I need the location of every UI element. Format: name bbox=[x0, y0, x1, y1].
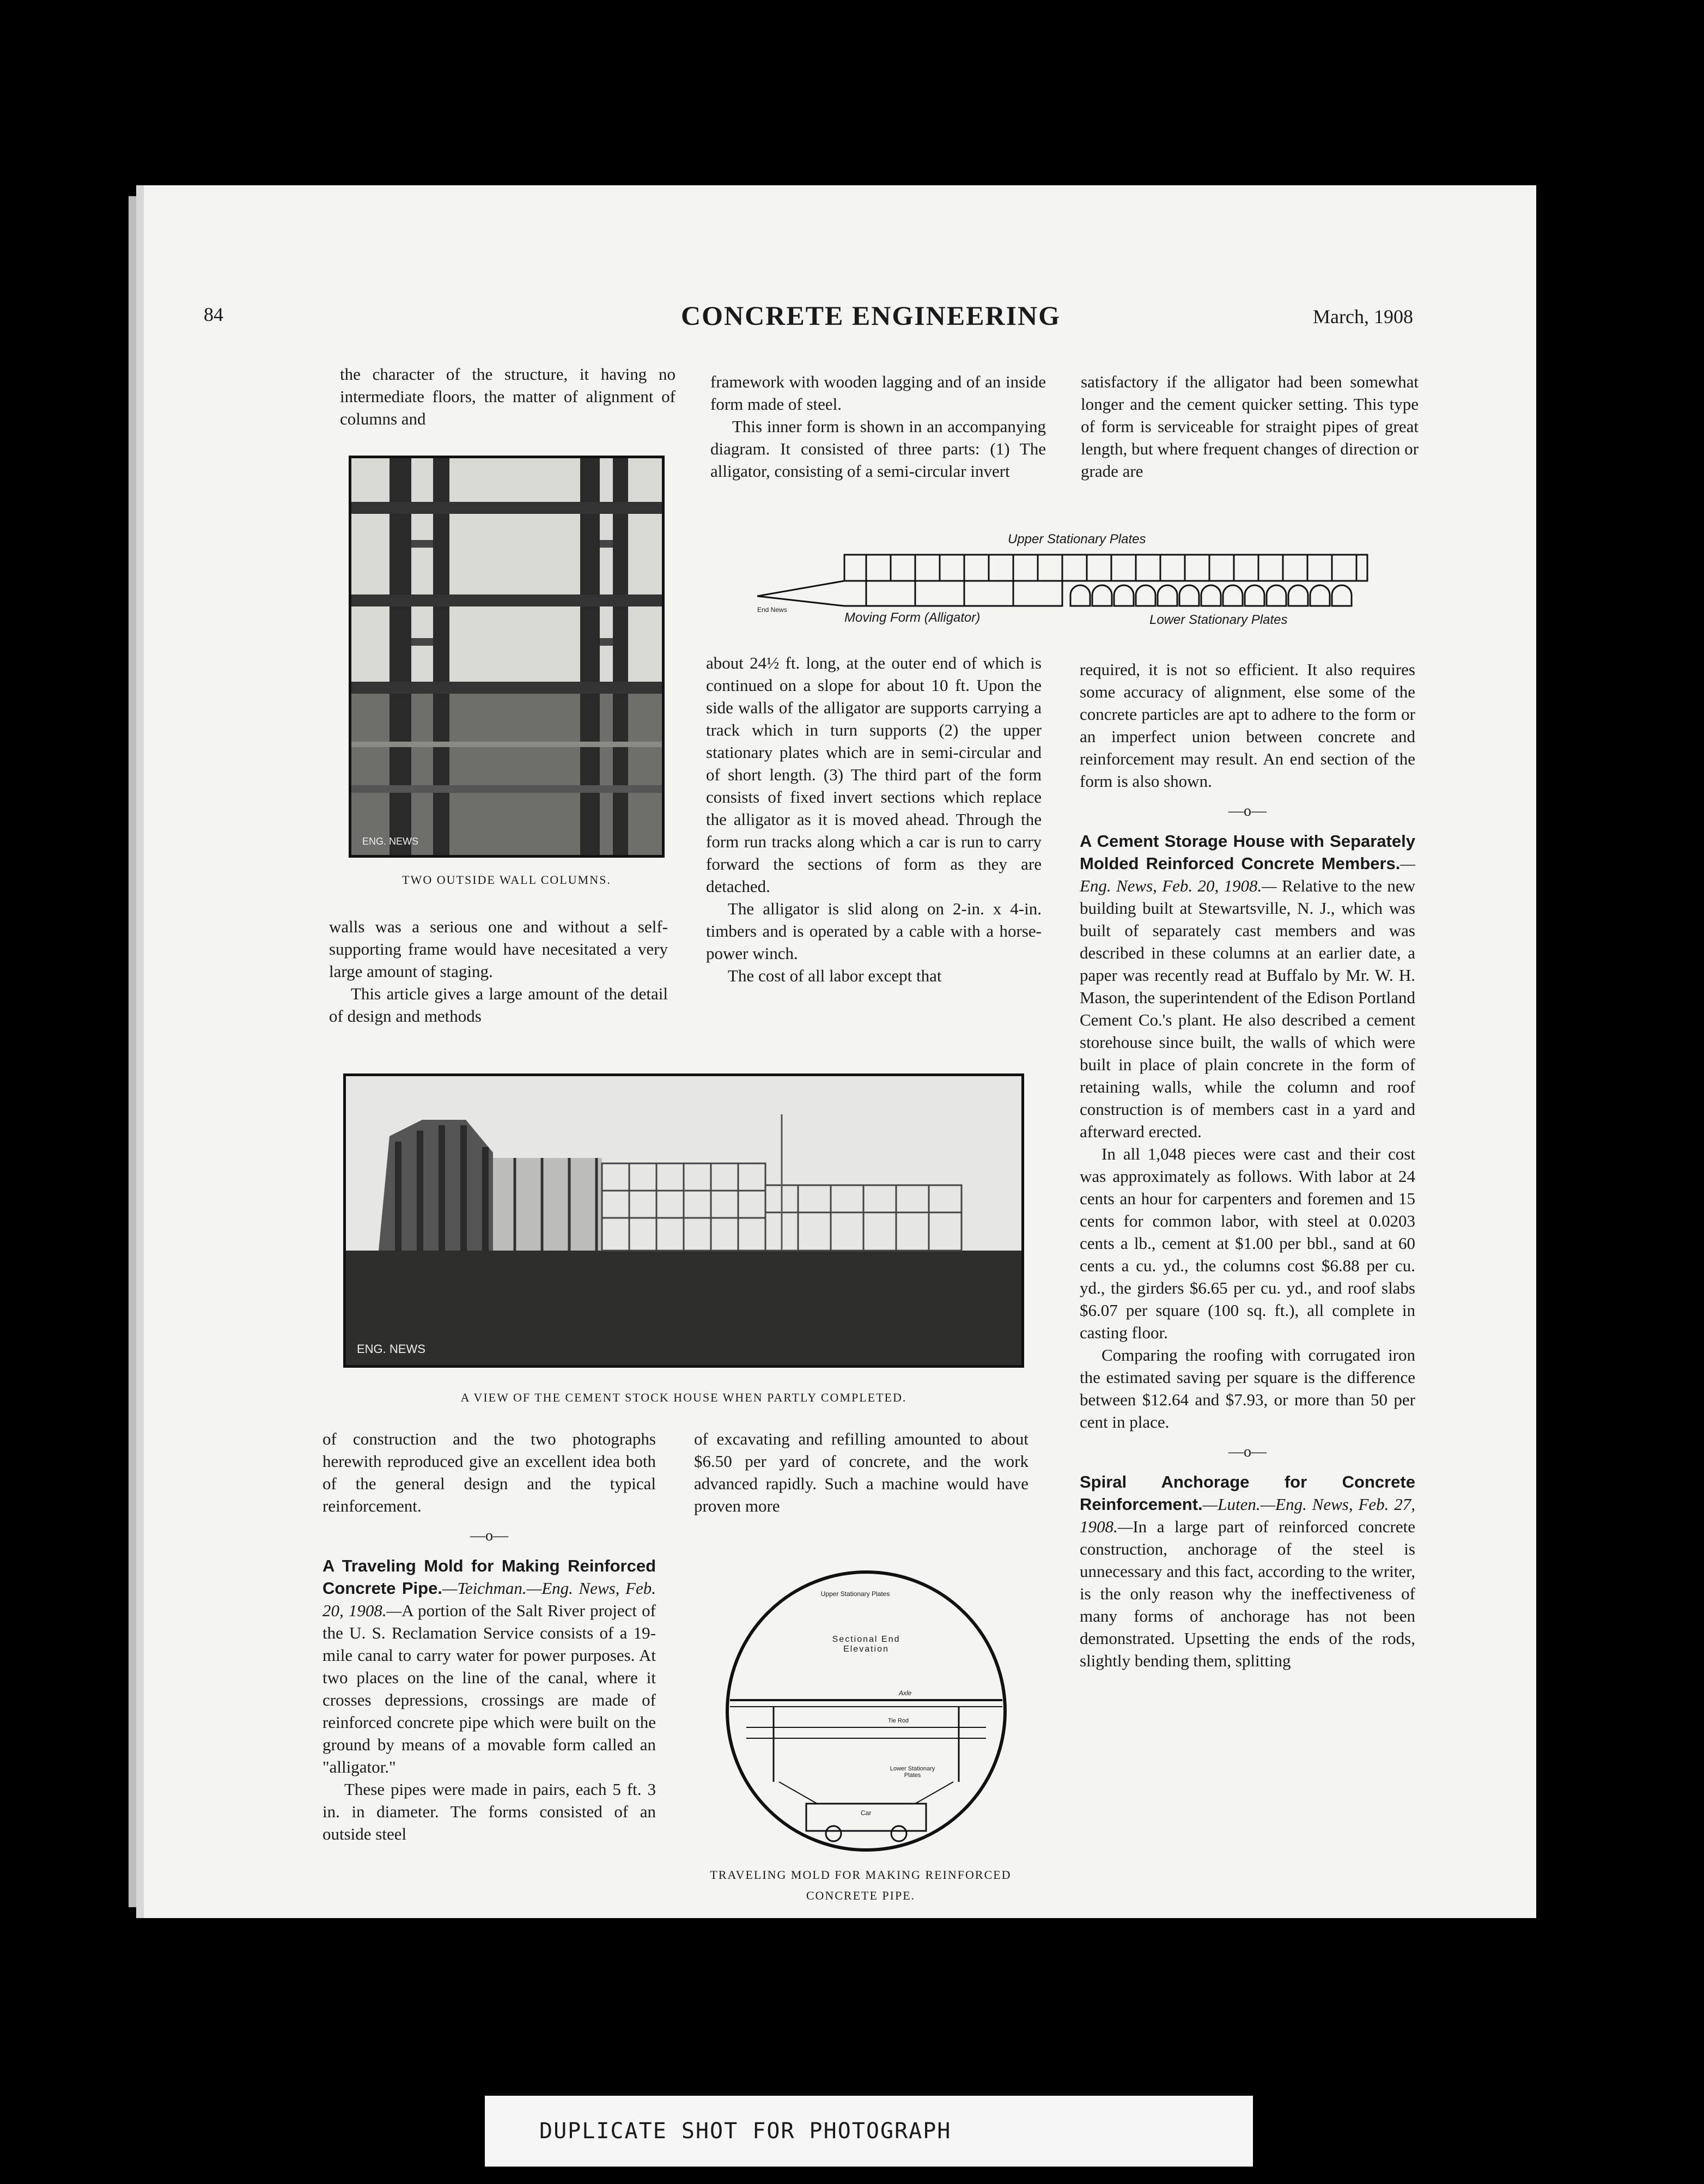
diagram-traveling-mold bbox=[708, 1553, 1024, 1858]
paragraph: Relative to the new building built at Stewartsville, N. J., which was built of separately cast members and was described in these columns at an earlier date, a paper was recently read at Buffalo by Mr. W. H. Mason, the superintendent of the Edison Portland Cement Co.'s plant. He also described a cement storehouse since built, the walls of which were built in place of plain concrete in the form of retaining walls, while the column and roof construction is of members cast in a yard and afterward erected. bbox=[1080, 876, 1415, 1141]
paragraph: The cost of all labor except that bbox=[728, 966, 942, 985]
page-number: 84 bbox=[204, 304, 223, 325]
col3-mid-text bbox=[1080, 658, 1415, 1672]
photo-wall-columns-image bbox=[351, 458, 662, 855]
duplicate-shot-text: DUPLICATE SHOT FOR PHOTOGRAPH bbox=[539, 2119, 952, 2144]
paragraph: Comparing the roofing with corrugated iron the estimated saving per square is the difference between $12.64 and $7.93, or more than 50 per cent in place. bbox=[1080, 1345, 1415, 1431]
article-spiral-anchorage bbox=[1080, 1471, 1415, 1672]
photo2-caption: A VIEW OF THE CEMENT STOCK HOUSE WHEN PARTLY COMPLETED. bbox=[460, 1391, 907, 1404]
article-traveling-mold bbox=[322, 1555, 656, 1778]
photo-wall-columns bbox=[349, 456, 665, 858]
article-source: —Luten.—Eng. News, Feb. 27, 1908.— bbox=[1080, 1495, 1415, 1536]
col1-mid-text bbox=[329, 915, 668, 1027]
separator: —o— bbox=[1228, 1443, 1267, 1460]
paragraph: of excavating and refilling amounted to about $6.50 per yard of concrete, and the work advanced rapidly. Such a machine would have proven more bbox=[694, 1429, 1029, 1515]
paragraph: These pipes were made in pairs, each 5 ft. 3 in. in diameter. The forms consisted of an outside steel bbox=[322, 1780, 656, 1843]
col2-mid-text bbox=[706, 652, 1042, 987]
diagram-label-moving-form: Moving Form (Alligator) bbox=[844, 610, 981, 625]
journal-title: CONCRETE ENGINEERING bbox=[681, 300, 1061, 331]
paragraph: about 24½ ft. long, at the outer end of which is continued on a slope for about 10 ft. Upon the side walls of the alligator are supports carrying a track which in turn supports (2) the upper stationary plates which are in semi-circular and of short length. (3) The third part of the form consists of fixed invert sections which replace the alligator as it is moved ahead. Through the form run tracks along which a car is run to carry forward the sections of form as they are detached. bbox=[706, 653, 1042, 896]
paragraph: walls was a serious one and without a self-supporting frame would have necesitated a very large amount of staging. bbox=[329, 917, 668, 981]
paragraph: The alligator is slid along on 2-in. x 4-in. timbers and is operated by a cable with a horse-power winch. bbox=[706, 899, 1042, 963]
paragraph: satisfactory if the alligator had been somewhat longer and the cement quicker setting. This type of form is serviceable for straight pipes of great length, but where frequent changes of direction or grade are bbox=[1081, 372, 1419, 481]
diagram-label-tie-rod: Tie Rod bbox=[888, 1718, 909, 1724]
col1-top-text bbox=[340, 363, 675, 430]
paragraph: required, it is not so efficient. It also requires some accuracy of alignment, else some of the concrete particles are apt to adhere to the form or an imperfect union between concrete and reinforcement may result. An end section of the form is also shown. bbox=[1080, 660, 1415, 791]
article-cement-storage bbox=[1080, 830, 1415, 1143]
article-source: —Teichman.—Eng. News, Feb. 20, 1908.— bbox=[322, 1579, 656, 1620]
paragraph: This article gives a large amount of the detail of design and methods bbox=[329, 984, 668, 1026]
col2-bottom-text bbox=[694, 1428, 1029, 1517]
paragraph: framework with wooden lagging and of an inside form made of steel. bbox=[710, 372, 1046, 414]
diagram-label-upper-plates: Upper Stationary Plates bbox=[1008, 532, 1146, 547]
diagram-label-end: End News bbox=[757, 606, 787, 614]
diagram-label-sectional: Sectional End Elevation bbox=[832, 1635, 900, 1654]
diagram-label-axle: Axle bbox=[899, 1689, 912, 1697]
article-source: —Eng. News, Feb. 20, 1908.— bbox=[1080, 854, 1415, 895]
article-heading: A Traveling Mold for Making Reinforced Concrete Pipe. bbox=[322, 1556, 656, 1598]
diagram-label-car: Car bbox=[861, 1809, 872, 1817]
diagram-label-lower-plates: Lower Stationary Plates bbox=[1149, 612, 1288, 627]
photo-credit: ENG. NEWS bbox=[357, 1342, 425, 1356]
col1-bottom-text bbox=[322, 1428, 656, 1845]
separator: —o— bbox=[1228, 803, 1267, 820]
duplicate-shot-label bbox=[485, 2096, 1253, 2167]
paragraph: In all 1,048 pieces were cast and their cost was approximately as follows. With labor at 24 cents an hour for carpenters and foremen and 15 cents for common labor, with steel at 0.0203 cents a lb., cement at $1.00 per bbl., sand at 60 cents a cu. yd., the columns cost $6.88 per cu. yd., the girders $6.65 per cu. yd., and roof slabs $6.07 per square (100 sq. ft.), all complete in casting floor. bbox=[1080, 1144, 1415, 1342]
photo1-caption: TWO OUTSIDE WALL COLUMNS. bbox=[402, 873, 611, 887]
photo-cement-stock-house-image bbox=[346, 1076, 1021, 1365]
paragraph: A portion of the Salt River project of the U. S. Reclamation Service consists of a 19-mile canal to carry water for power purposes. At two places on the line of the canal, where it crosses depressions, crossings are made of reinforced concrete pipe which were built on the ground by means of a movable form called an "alligator." bbox=[322, 1601, 656, 1776]
issue-date: March, 1908 bbox=[1313, 306, 1413, 327]
col2-top-text bbox=[710, 371, 1046, 482]
paragraph: of construction and the two photographs herewith reproduced give an excellent idea both of the general design and the typical reinforcement. bbox=[322, 1429, 656, 1515]
photo-credit: ENG. NEWS bbox=[362, 836, 419, 847]
paragraph: This inner form is shown in an accompanying diagram. It consisted of three parts: (1) The alligator, consisting of a semi-circular invert bbox=[710, 417, 1046, 481]
article-heading: Spiral Anchorage for Concrete Reinforcement. bbox=[1080, 1472, 1415, 1514]
diagram-alligator-form bbox=[757, 530, 1378, 639]
photo-cement-stock-house bbox=[343, 1073, 1024, 1368]
diagram-label-lower-stationary: Lower Stationary Plates bbox=[890, 1766, 935, 1779]
diagram2-caption: TRAVELING MOLD FOR MAKING REINFORCED CONCRETE PIPE. bbox=[710, 1868, 1012, 1902]
diagram-label-upper-stationary: Upper Stationary Plates bbox=[820, 1590, 890, 1598]
separator: —o— bbox=[470, 1527, 508, 1544]
paragraph: the character of the structure, it having no intermediate floors, the matter of alignment of columns and bbox=[340, 365, 675, 428]
article-heading: A Cement Storage House with Separately Molded Reinforced Concrete Members. bbox=[1080, 832, 1415, 873]
paragraph: In a large part of reinforced concrete construction, anchorage of the steel is unnecessary and this fact, according to the writer, is the only reason why the ineffectiveness of many forms of anchorage has not been demonstrated. Upsetting the ends of the rods, slightly bending them, splitting bbox=[1080, 1517, 1415, 1670]
col3-top-text bbox=[1081, 371, 1419, 482]
